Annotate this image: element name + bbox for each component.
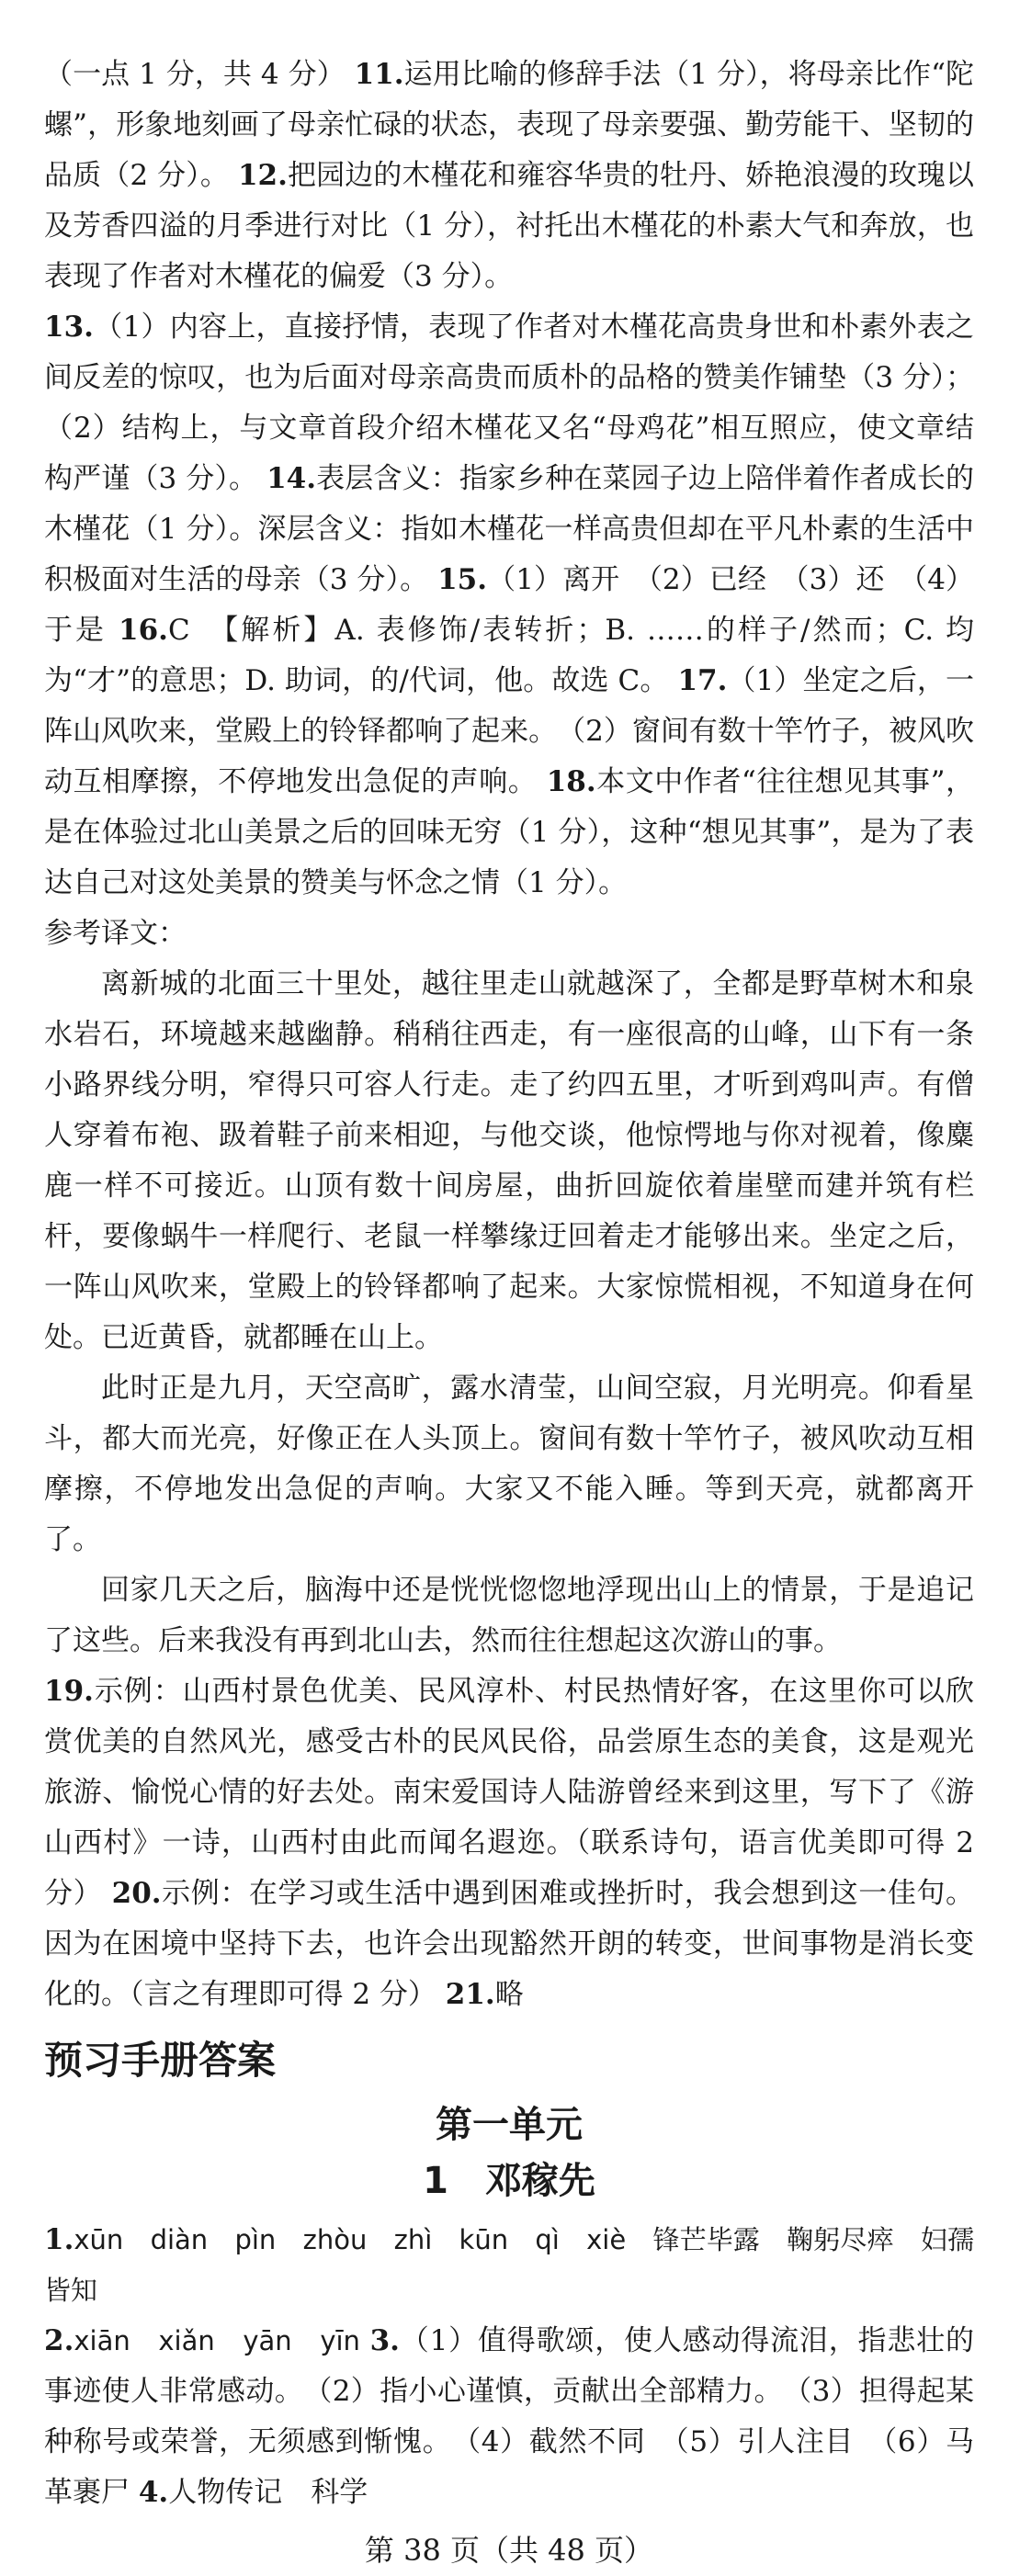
preview-answer-1-text: xūn diàn pìn zhòu zhì kūn qì xiè 锋芒毕露 鞠躬尽瘁 妇孺皆知 (44, 2224, 974, 2306)
section-title: 预习手册答案 (44, 2038, 277, 2083)
answer-15: （1）离开 （2）已经 （3）还 （4）于是 (44, 563, 974, 647)
answer-page (44, 50, 974, 2576)
answer-12: 把园边的木槿花和雍容华贵的牡丹、娇艳浪漫的玫瑰以及芳香四溢的月季进行对比（1 分），衬托出木槿花的朴素大气和奔放，也表现了作者对木槿花的偏爱（3 分）。 (44, 159, 974, 293)
preview-number-1: 1. (44, 2223, 74, 2256)
preview-answer-4-text: 人物传记 科学 (168, 2476, 368, 2509)
answer-block-11-12 (44, 50, 974, 302)
question-number-19: 19. (44, 1675, 94, 1708)
answer-21: 略 (494, 1978, 524, 2011)
preview-answer-2-text: xiān xiǎn yān yīn (74, 2325, 360, 2356)
answer-18: 本文中作者“往往想见其事”，是在体验过北山美景之后的回味无穷（1 分），这种“想见其事”，是为了表达自己对这处美景的赞美与怀念之情（1 分）。 (44, 765, 974, 899)
question-number-14: 14. (266, 462, 317, 495)
page-footer: 第 38 页（共 48 页） (364, 2533, 654, 2568)
translation-paragraph-2: 此时正是九月，天空高旷，露水清莹，山间空寂，月光明亮。仰看星斗，都大而光亮，好像正在人头顶上。窗间有数十竿竹子，被风吹动互相摩擦，不停地发出急促的声响。大家又不能入睡。等到天亮，就都离开了。 (44, 1372, 974, 1556)
answer-block-19-21 (44, 1666, 974, 2020)
question-number-16: 16. (119, 614, 168, 647)
preview-answer-3-text: （1）值得歌颂，使人感动得流泪，指悲壮的事迹使人非常感动。 （2）指小心谨慎，贡献出全部精力。 （3）担得起某种称号或荣誉，无须感到惭愧。 （4）截然不同 （5）引人注目 （6）马革裹尸 (44, 2324, 974, 2509)
question-number-18: 18. (546, 765, 596, 798)
answer-20: 示例：在学习或生活中遇到困难或挫折时，我会想到这一佳句。因为在困境中坚持下去，也许会出现豁然开朗的转变，世间事物是消长变化的。（言之有理即可得 2 分） (44, 1877, 975, 2011)
preview-number-2: 2. (44, 2324, 74, 2357)
preview-answer-1 (44, 2215, 974, 2316)
answer-13: （1）内容上，直接抒情，表现了作者对木槿花高贵身世和朴素外表之间反差的惊叹，也为后面对母亲高贵而质朴的品格的赞美作铺垫（3 分）；（2）结构上，与文章首段介绍木槿花又名“母鸡花”相互照应，使文章结构严谨（3 分）。 (44, 311, 974, 495)
preview-number-4: 4. (138, 2476, 169, 2509)
unit-title: 第一单元 (436, 2104, 583, 2146)
answer-11: 运用比喻的修辞手法（1 分），将母亲比作“陀螺”，形象地刻画了母亲忙碌的状态，表现了母亲要强、勤劳能干、坚韧的品质（2 分）。 (44, 58, 974, 192)
answer-16: C 【解析】A. 表修饰/表转折；B. ……的样子/然而；C. 均为“才”的意思；D. 助词，的/代词，他。故选 C。 (44, 614, 975, 697)
preview-answer-2-3-4 (44, 2316, 974, 2518)
translation-paragraph-1: 离新城的北面三十里处，越往里走山就越深了，全都是野草树木和泉水岩石，环境越来越幽静。稍稍往西走，有一座很高的山峰，山下有一条小路界线分明，窄得只可容人行走。走了约四五里，才听到鸡叫声。有僧人穿着布袍、趿着鞋子前来相迎，与他交谈，他惊愕地与你对视着，像麋鹿一样不可接近。山顶有数十间房屋，曲折回旋依着崖壁而建并筑有栏杆，要像蜗牛一样爬行、老鼠一样攀缘迂回着走才能够出来。坐定之后，一阵山风吹来，堂殿上的铃铎都响了起来。大家惊慌相视，不知道身在何处。已近黄昏，就都睡在山上。 (44, 967, 974, 1354)
lesson-title: 1 邓稼先 (423, 2160, 595, 2202)
question-number-21: 21. (445, 1978, 495, 2011)
question-number-15: 15. (437, 563, 488, 596)
preview-number-3: 3. (369, 2324, 400, 2357)
question-number-12: 12. (237, 159, 288, 192)
question-number-20: 20. (111, 1877, 162, 1910)
question-number-17: 17. (677, 664, 728, 697)
translation-paragraph-3: 回家几天之后，脑海中还是恍恍惚惚地浮现出山上的情景，于是追记了这些。后来我没有再到北山去，然而往往想起这次游山的事。 (44, 1574, 974, 1657)
answer-17: （1）坐定之后，一阵山风吹来，堂殿上的铃铎都响了起来。 （2）窗间有数十竿竹子，被风吹动互相摩擦，不停地发出急促的声响。 (44, 664, 974, 798)
question-number-13: 13. (44, 311, 94, 344)
answer-19: 示例：山西村景色优美、民风淳朴、村民热情好客，在这里你可以欣赏优美的自然风光，感受古朴的民风民俗，品尝原生态的美食，这是观光旅游、愉悦心情的好去处。南宋爱国诗人陆游曾经来到这里，写下了《游山西村》一诗，山西村由此而闻名遐迩。（联系诗句，语言优美即可得 2 分） (44, 1675, 974, 1910)
answer-10-tail: （一点 1 分，共 4 分） (44, 58, 346, 91)
answer-14: 表层含义：指家乡种在菜园子边上陪伴着作者成长的木槿花（1 分）。深层含义：指如木槿花一样高贵但却在平凡朴素的生活中积极面对生活的母亲（3 分）。 (44, 462, 974, 596)
reference-translation-label: 参考译文： (44, 917, 187, 950)
answer-block-13-18 (44, 302, 974, 909)
question-number-11: 11. (354, 58, 404, 91)
